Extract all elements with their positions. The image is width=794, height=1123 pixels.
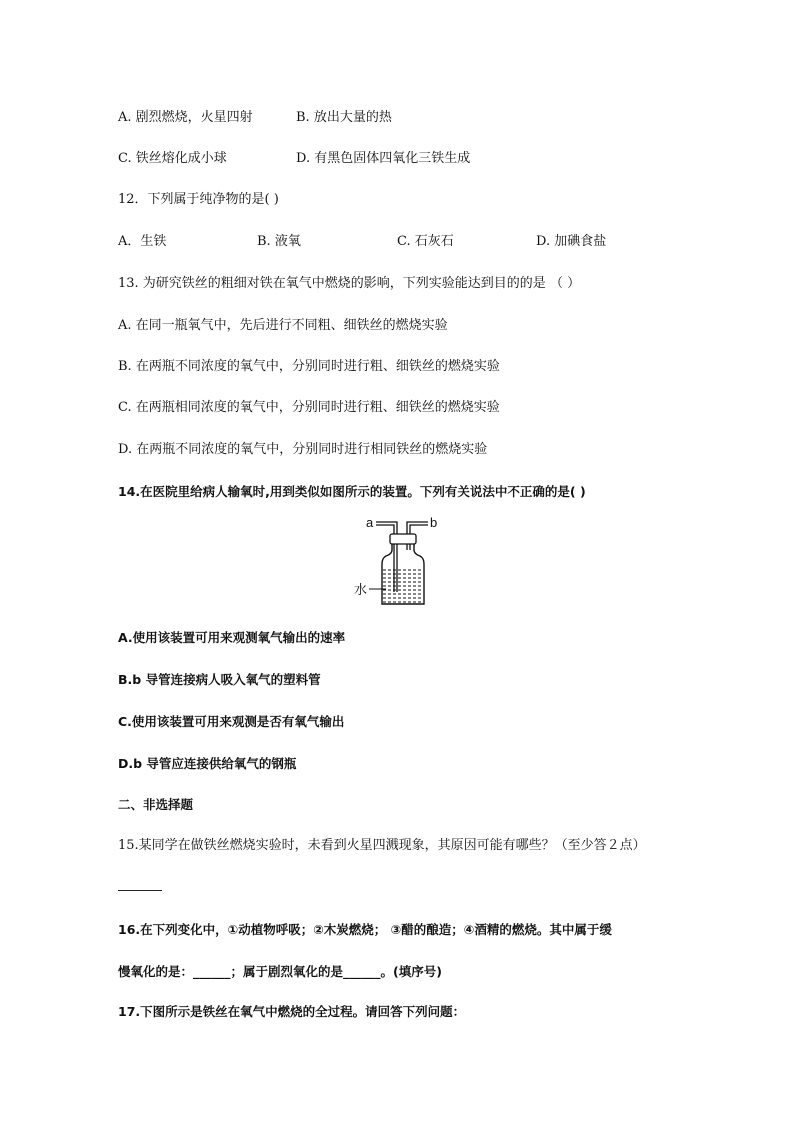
section-heading: 二、非选择题 — [118, 797, 194, 812]
q12-stem: 12．下列属于纯净物的是( ) — [118, 192, 279, 207]
stopper — [390, 534, 416, 544]
figure-label-b: b — [430, 515, 438, 530]
water-hatching — [383, 570, 423, 602]
q11-option-b: B. 放出大量的热 — [296, 110, 392, 125]
figure-label-a: a — [366, 515, 374, 530]
q12-option-a: A．生铁 — [118, 234, 167, 249]
q14-option-c: C.使用该装置可用来观测是否有氧气输出 — [118, 714, 345, 729]
q14-option-b: B.b 导管连接病人吸入氧气的塑料管 — [118, 672, 321, 687]
q12-option-d: D. 加碘食盐 — [536, 234, 607, 249]
q17-stem: 17.下图所示是铁丝在氧气中燃烧的全过程。请回答下列问题： — [118, 1004, 466, 1019]
figure-label-water: 水 — [354, 583, 368, 598]
q13-stem: 13. 为研究铁丝的粗细对铁在氧气中燃烧的影响，下列实验能达到目的的是 （ ） — [118, 276, 581, 291]
q11-option-a: A. 剧烈燃烧，火星四射 — [118, 110, 253, 125]
q16-line-2: 慢氧化的是：______；属于剧烈氧化的是______。(填序号) — [118, 964, 442, 979]
q13-option-b: B. 在两瓶不同浓度的氧气中，分别同时进行粗、细铁丝的燃烧实验 — [118, 359, 500, 374]
q13-option-a: A. 在同一瓶氧气中，先后进行不同粗、细铁丝的燃烧实验 — [118, 318, 448, 333]
q14-stem: 14.在医院里给病人输氧时,用到类似如图所示的装置。下列有关说法中不正确的是( ) — [118, 484, 586, 499]
q15-stem: 15.某同学在做铁丝燃烧实验时，未看到火星四溅现象，其原因可能有哪些？（至少答２点） — [118, 838, 646, 853]
q14-option-a: A.使用该装置可用来观测氧气输出的速率 — [118, 630, 346, 645]
q13-option-d: D. 在两瓶不同浓度的氧气中，分别同时进行相同铁丝的燃烧实验 — [118, 442, 488, 457]
q11-option-c: C. 铁丝熔化成小球 — [118, 151, 227, 166]
q12-option-c: C. 石灰石 — [397, 234, 454, 249]
q12-option-b: B. 液氧 — [257, 234, 301, 249]
q15-answer-blank — [118, 890, 162, 891]
q16-line-1: 16.在下列变化中，①动植物呼吸；②木炭燃烧； ③醋的酿造；④酒精的燃烧。其中属于缓 — [118, 922, 612, 937]
q11-option-d: D. 有黑色固体四氧化三铁生成 — [296, 151, 471, 166]
q14-option-d: D.b 导管应连接供给氧气的钢瓶 — [118, 756, 297, 771]
gas-washing-bottle-figure — [352, 512, 452, 608]
q13-option-c: C. 在两瓶相同浓度的氧气中，分别同时进行粗、细铁丝的燃烧实验 — [118, 400, 500, 415]
